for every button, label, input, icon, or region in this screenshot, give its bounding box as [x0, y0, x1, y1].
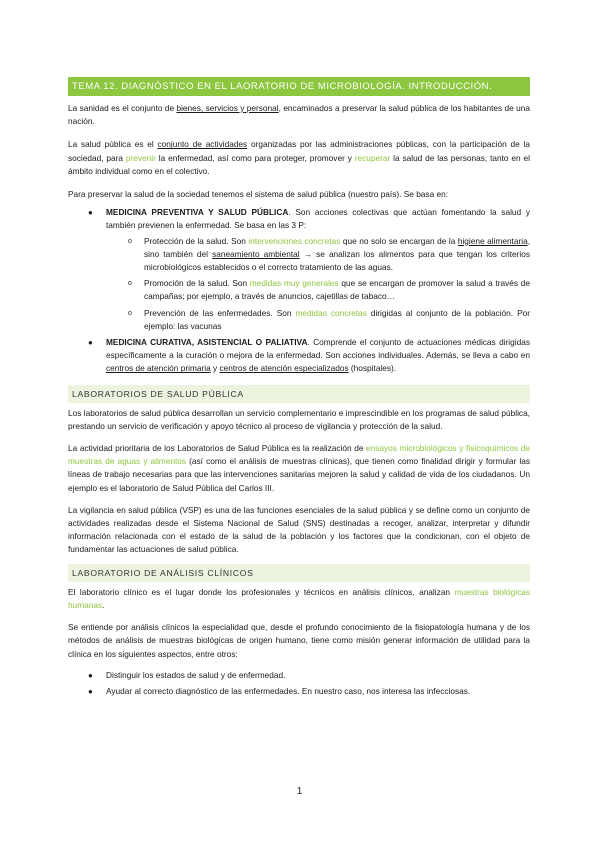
highlight-term: intervenciones concretas: [248, 235, 341, 246]
paragraph-actividad-prioritaria: [68, 442, 530, 495]
highlight-term: recuperar: [354, 152, 391, 163]
paragraph-sanidad: [68, 102, 530, 128]
text: . Son acciones colectivas que actúan fomentando la salud y también previenen la enfermedad. Se basa en las 3 P:: [106, 207, 530, 231]
highlight-term: ensayos microbiológicos y fisicoquímicos de muestras de aguas y alimentos: [68, 443, 530, 467]
sub-item-prevencion: [68, 307, 530, 333]
sub-bullet-icon: o: [128, 237, 132, 245]
section-heading-salud-publica: LABORATORIOS DE SALUD PÚBLICA: [68, 385, 530, 403]
text: Promoción de la salud. Son: [144, 278, 250, 289]
text: y: [210, 363, 220, 374]
highlight-term: muestras biológicas humanas: [68, 586, 530, 610]
highlight-term: medidas muy generales: [249, 278, 339, 289]
topic-title-banner: TEMA 12. DIAGNÓSTICO EN EL LAORATORIO DE MICROBIOLOGÍA. INTRODUCCIÓN.: [68, 77, 530, 96]
list-item: [68, 685, 530, 698]
bullet-icon: ●: [88, 338, 93, 348]
text: → se analizan los alimentos para que tengan los criterios microbiológicos establecidos o el correcto tratamiento de las aguas.: [144, 248, 531, 273]
text: que se encargan de promover la salud a través de campañas; por ejemplo, a través de anuncios, cajetillas de tabaco…: [144, 278, 530, 302]
underlined-term: conjunto de actividades: [157, 139, 248, 150]
page-content: [68, 77, 530, 698]
bullet-icon: ●: [88, 208, 93, 218]
text: que no solo se encargan de la: [340, 235, 458, 246]
sub-bullet-icon: o: [128, 280, 132, 288]
text: .: [102, 599, 105, 610]
sub-item-proteccion: [68, 235, 530, 275]
bullet-icon: ●: [88, 670, 93, 680]
text: La salud pública es el: [68, 139, 158, 150]
sub-item-promocion: [68, 277, 530, 303]
text: (hospitales).: [348, 363, 397, 374]
bold-term: MEDICINA PREVENTIVA Y SALUD PÚBLICA: [106, 207, 289, 218]
bold-term: MEDICINA CURATIVA, ASISTENCIAL O PALIATIVA: [106, 337, 308, 348]
text: Distinguir los estados de salud y de enfermedad.: [106, 669, 286, 680]
paragraph-sistema: Para preservar la salud de la sociedad tenemos el sistema de salud pública (nuestro país). Se basa en:: [68, 189, 449, 200]
main-bullet-list: [68, 206, 530, 375]
highlight-term: prevenir: [125, 152, 156, 163]
paragraph-vigilancia: La vigilancia en salud pública (VSP) es una de las funciones esenciales de la salud pública y se define como un conjunto de actividades realizadas desde el Sistema Nacional de Salud (SNS) destinadas a recoger, analizar, interpretar y difundir información relacionada con el estado de la salud de la población y los factores que la condicionan, con el objeto de fundamentar las actuaciones de salud pública.: [68, 504, 530, 555]
text: El laboratorio clínico es el lugar donde los profesionales y técnicos en análisis clínicos, analizan: [68, 586, 455, 597]
paragraph-salud-publica: [68, 138, 530, 178]
bullet-icon: ●: [88, 686, 93, 696]
page-number: 1: [296, 786, 303, 797]
text: la salud de las personas, tanto en el ámbito individual como en el colectivo.: [68, 152, 530, 176]
text: Prevención de las enfermedades. Son: [144, 307, 296, 318]
list-item-medicina-curativa: [68, 336, 530, 376]
sub-bullet-icon: o: [128, 309, 132, 317]
text: Ayudar al correcto diagnóstico de las enfermedades. En nuestro caso, nos interesa las infecciosas.: [106, 685, 471, 696]
underlined-term: centros de atención especializados: [219, 363, 349, 374]
text: La sanidad es el conjunto de: [68, 103, 177, 113]
text: organizadas por las administraciones públicas, con la participación de la sociedad, para: [68, 139, 530, 163]
underlined-term: centros de atención primaria: [106, 363, 211, 374]
list-item-medicina-preventiva: [68, 206, 530, 232]
underlined-term: bienes, servicios y personal: [176, 103, 279, 113]
text: , encaminados a preservar la salud pública de los habitantes de una nación.: [68, 103, 530, 127]
text: Protección de la salud. Son: [144, 235, 249, 246]
text: La actividad prioritaria de los Laboratorios de Salud Pública es la realización de: [68, 443, 367, 454]
aspects-list: [68, 669, 530, 698]
text: , sino también del: [144, 235, 531, 259]
text: . Comprende el conjunto de actuaciones médicas dirigidas específicamente a la curación o mejora de la enfermedad. Son acciones individuales. Además, se lleva a cabo en: [106, 337, 530, 361]
underlined-term: higiene alimentaria: [457, 235, 528, 246]
paragraph-analisis-clinicos: Se entiende por análisis clínicos la especialidad que, desde el profundo conocimiento de la fisiopatología humana y de los métodos de análisis de muestras biológicas de origen humano, tiene como misión generar información de utilidad para la clínica en los siguientes aspectos, entre otros:: [68, 622, 530, 659]
paragraph-laboratorios: Los laboratorios de salud pública desarrollan un servicio complementario e imprescindible en los programas de salud pública, prestando un servicio de verificación y apoyo técnico al proceso de vigilancia y protección de la salud.: [68, 407, 530, 431]
paragraph-laboratorio-clinico: [68, 586, 530, 612]
text: (así como el análisis de muestras clínicas), que tienen como finalidad dirigir y formular las líneas de trabajo necesarias para que las intervenciones sanitarias mejoren la salud y calidad de vida de los ciudadanos. Un ejemplo es el laboratorio de Salud Pública del Carlos III.: [68, 456, 530, 493]
list-item: [68, 669, 530, 682]
text: la enfermedad, así como para proteger, promover y: [155, 152, 355, 163]
section-heading-analisis-clinicos: LABORATORIO DE ANÁLISIS CLÍNICOS: [68, 564, 530, 582]
highlight-term: medidas concretas: [295, 307, 367, 318]
underlined-term: saneamiento ambiental: [212, 248, 300, 259]
text: dirigidas al conjunto de la población. Por ejemplo: las vacunas: [144, 307, 531, 331]
